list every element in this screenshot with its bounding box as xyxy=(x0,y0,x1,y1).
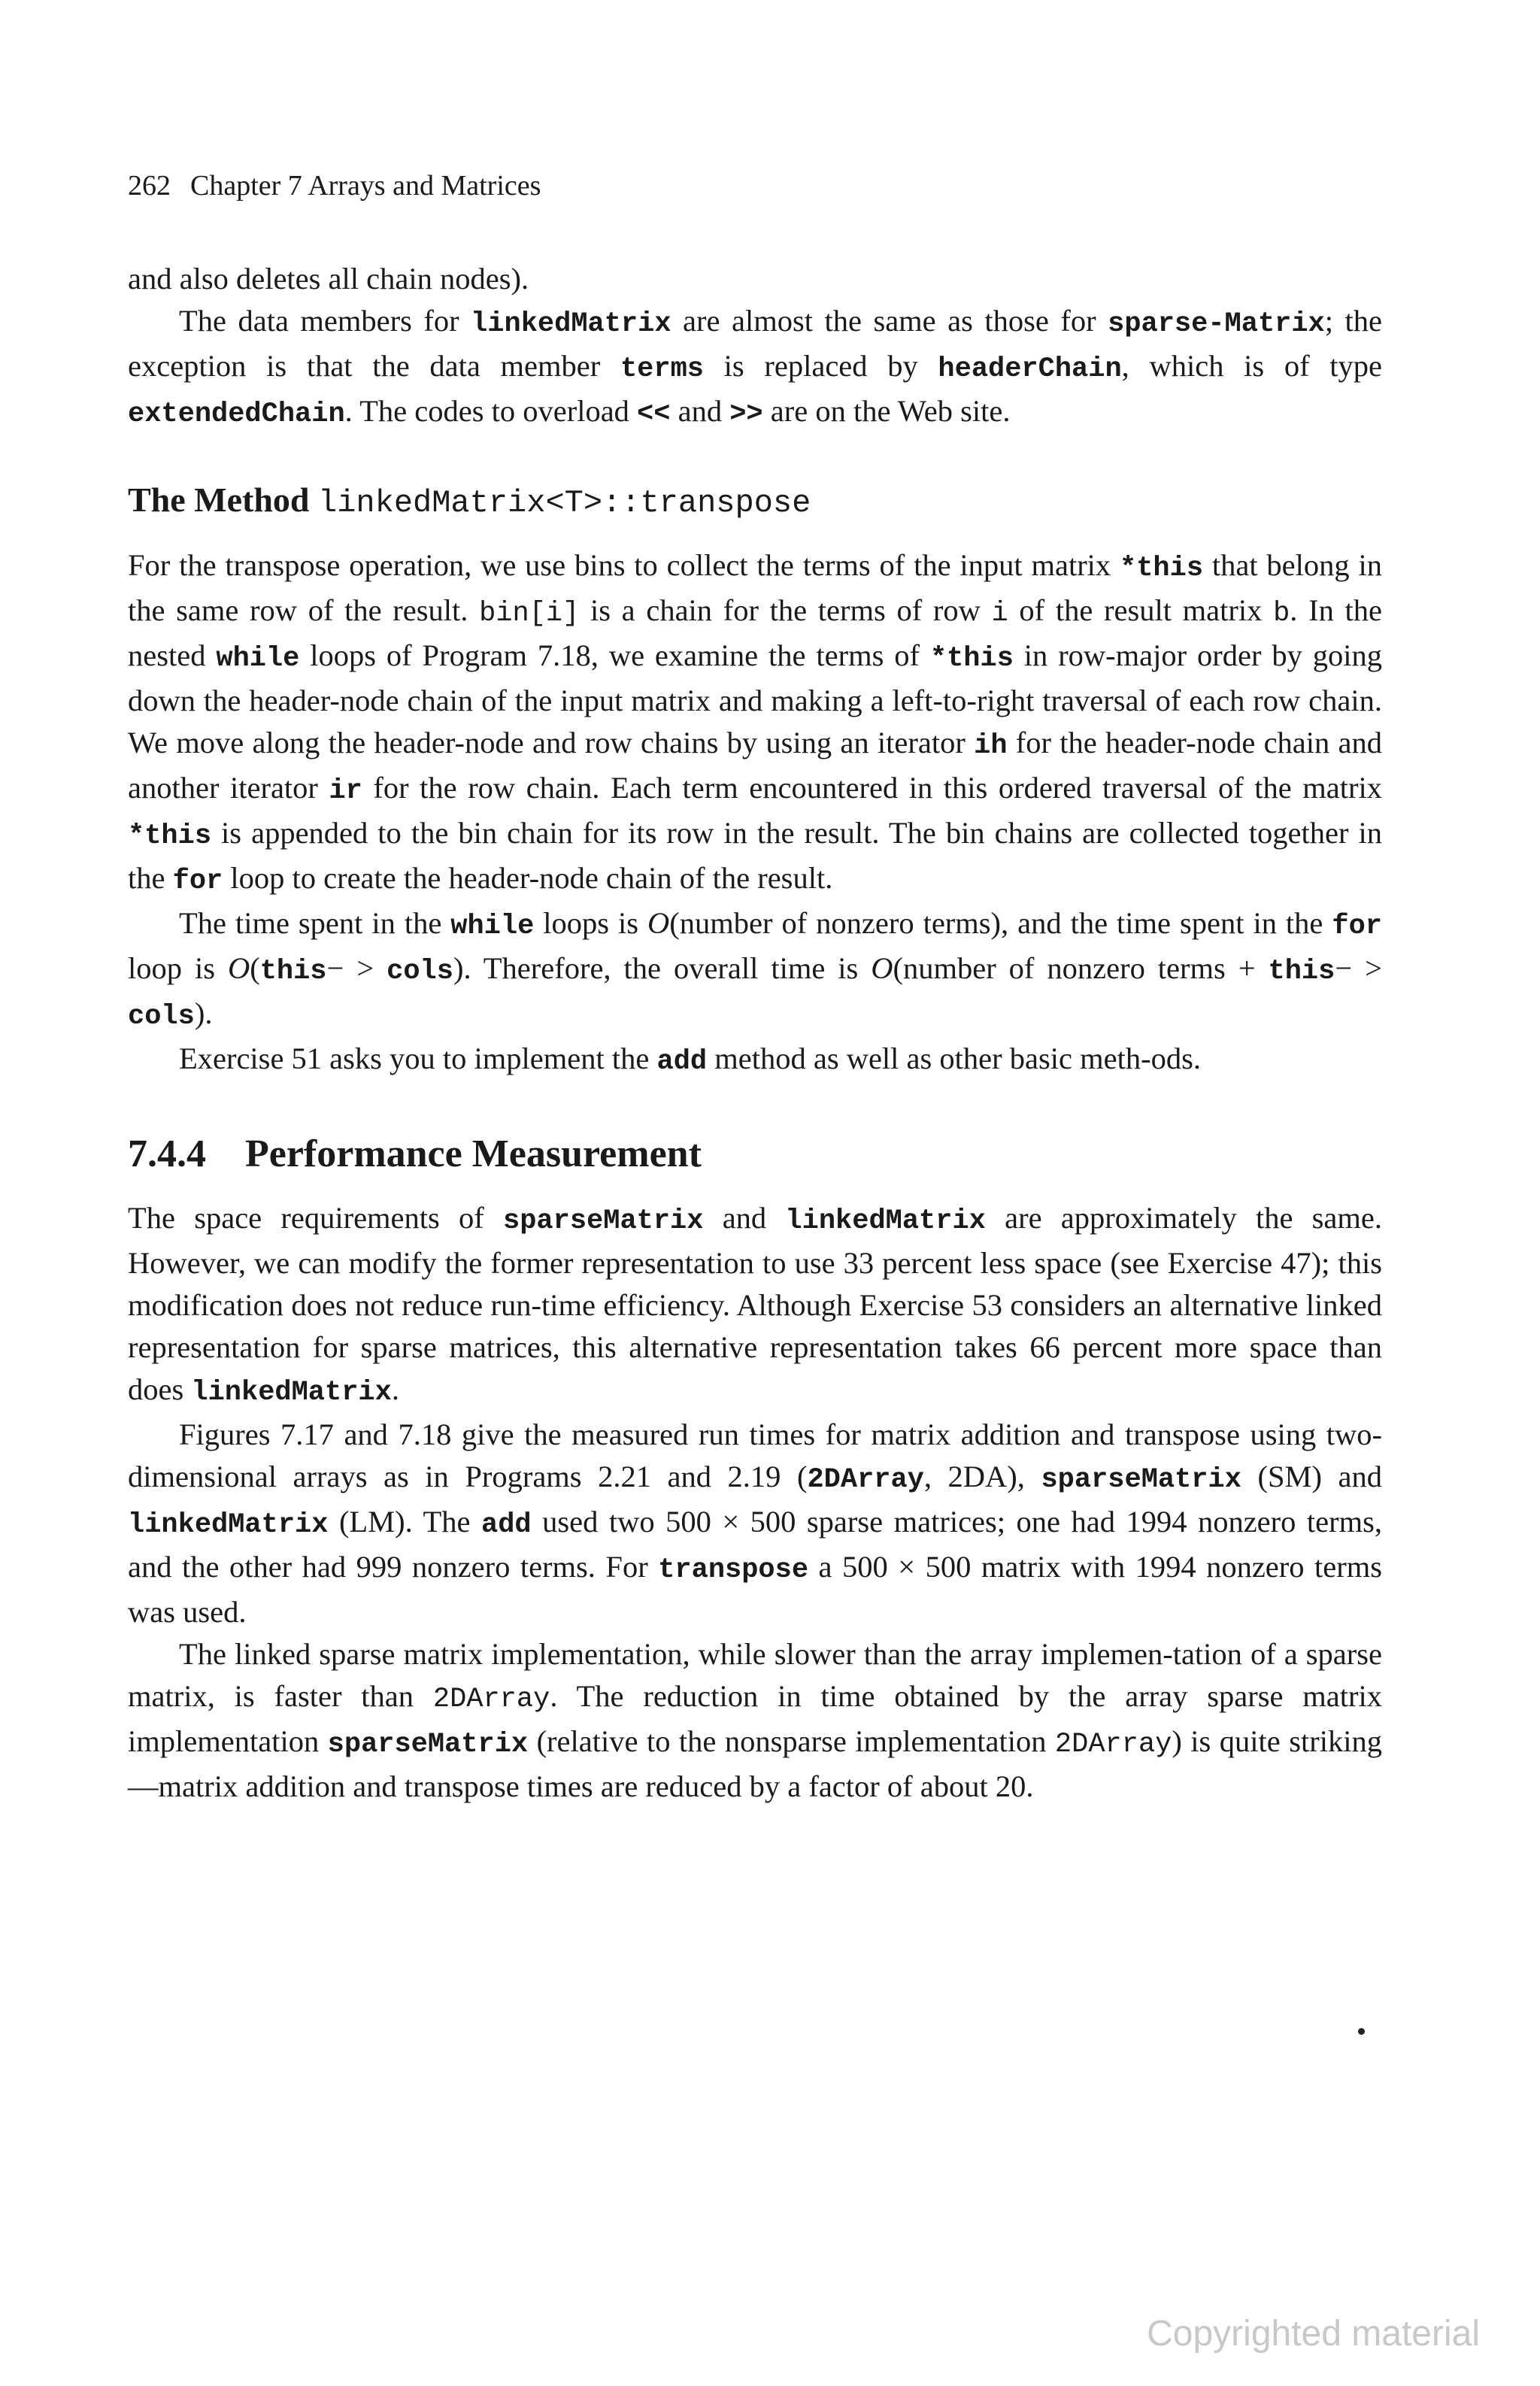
code-extract-op: >> xyxy=(729,398,763,430)
section-number: 7.4.4 xyxy=(128,1132,206,1175)
copyright-watermark: Copyrighted material xyxy=(1147,2314,1480,2354)
subsection-heading-transpose: The Method linkedMatrix<T>::transpose xyxy=(128,480,811,521)
code-extendedchain: extendedChain xyxy=(128,398,345,430)
running-head xyxy=(128,169,1382,204)
paragraph-transpose: For the transpose operation, we use bins to collect the terms of the input matrix *this that belong in the same row of the result. bin[i] is a chain for the terms of row i of the result matrix b. In the nested while loops of Program 7.18, we examine the terms of *this in row-major order by going down the header-node chain of the input matrix and making a left-to-right traversal of each row chain. We move along the header-node and row chains by using an iterator ih for the header-node chain and another iterator ir for the row chain. Each term encountered in this ordered traversal of the matrix *this is appended to the bin chain for its row in the result. The bin chains are collected together in the for loop to create the header-node chain of the result. xyxy=(128,547,1383,897)
code-insert-op: << xyxy=(637,398,671,430)
paragraph-data-members: The data members for linkedMatrix are almost the same as those for sparse-Matrix; the exception is that the data member terms is replaced by headerChain, which is of type extendedChain. The codes to overload << and >> are on the Web site. xyxy=(128,303,1382,430)
paragraph-run-times: Figures 7.17 and 7.18 give the measured run times for matrix addition and transpose using two-dimensional arrays as in Programs 2.21 and 2.19 (2DArray, 2DA), sparseMatrix (SM) and linkedMatrix (LM). The add used two 500 × 500 sparse matrices; one had 1994 nonzero terms, and the other had 999 nonzero terms. For transpose a 500 × 500 matrix with 1994 nonzero terms was used. xyxy=(128,1417,1382,1630)
paragraph-linked-implementation: The linked sparse matrix implementation, while slower than the array implemen-tation of a sparse matrix, is faster than 2DArray. The reduction in time obtained by the array sparse matrix implementation sparseMatrix (relative to the nonsparse implementation 2DArray) is quite striking—matrix addition and transpose times are reduced by a factor of about 20. xyxy=(128,1637,1382,1804)
paragraph-time-complexity: The time spent in the while loops is O(number of nonzero terms), and the time spent in the for loop is O(this− > cols). Therefore, the overall time is O(number of nonzero terms + this− > cols). xyxy=(128,905,1383,1032)
paragraph-space-requirements: The space requirements of sparseMatrix and linkedMatrix are approximately the same. However, we can modify the former representation to use 33 percent less space (see Exercise 47); this modification does not reduce run-time efficiency. Although Exercise 53 considers an alternative linked representation for sparse matrices, this alternative representation takes 66 percent more space than does linkedMatrix. xyxy=(128,1201,1382,1409)
section-heading-performance xyxy=(128,1131,1382,1178)
heading-code: linkedMatrix<T>::transpose xyxy=(318,484,811,521)
paragraph-chain-nodes: and also deletes all chain nodes). xyxy=(128,261,529,296)
section-title: Performance Measurement xyxy=(245,1132,702,1175)
stray-mark xyxy=(1358,2028,1365,2035)
page-number: 262 xyxy=(128,170,171,202)
chapter-title: Chapter 7 Arrays and Matrices xyxy=(190,170,541,202)
code-terms: terms xyxy=(620,353,704,385)
code-linkedmatrix: linkedMatrix xyxy=(471,308,671,340)
code-headerchain: headerChain xyxy=(938,353,1122,385)
paragraph-exercise-51: Exercise 51 asks you to implement the add method as well as other basic meth-ods. xyxy=(179,1041,1201,1078)
book-page xyxy=(128,169,1382,1808)
code-sparsematrix: sparse-Matrix xyxy=(1108,308,1325,340)
